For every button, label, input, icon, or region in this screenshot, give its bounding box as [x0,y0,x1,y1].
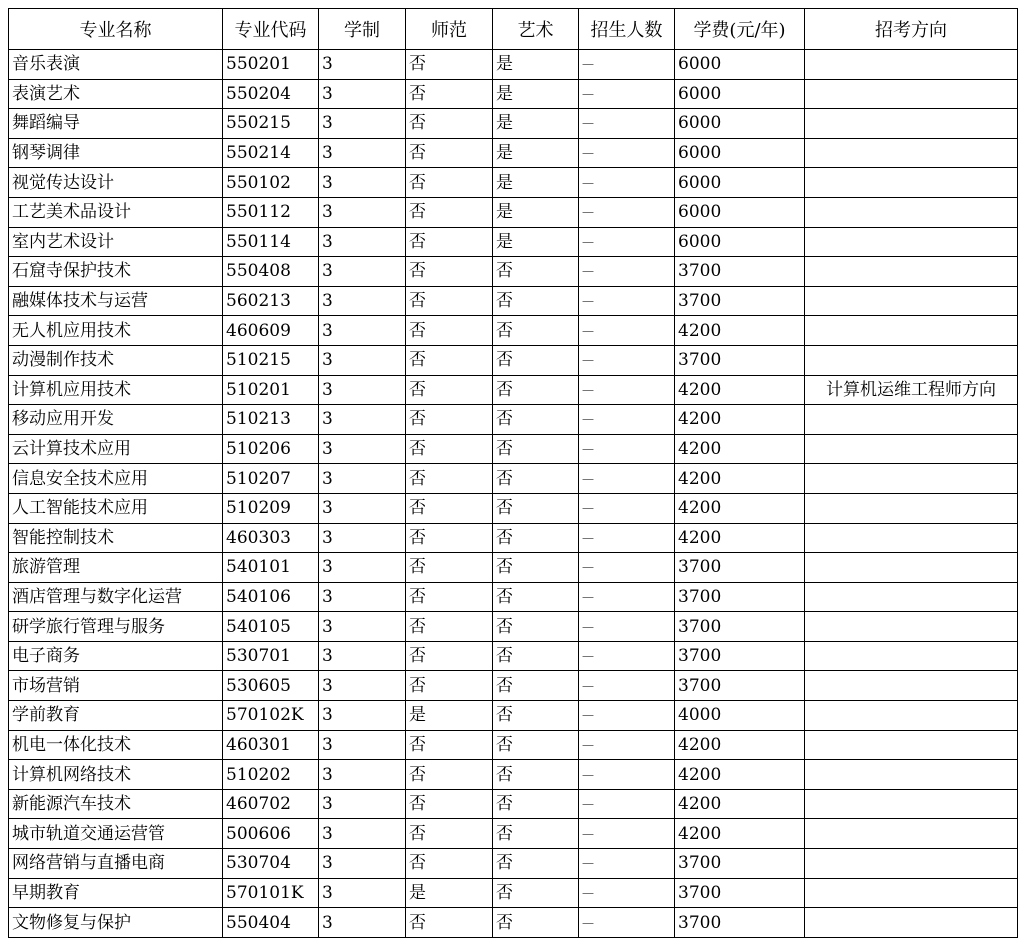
cell-enroll: — [579,582,675,612]
cell-fee: 4200 [675,819,805,849]
cell-name: 电子商务 [9,641,223,671]
cell-code: 510209 [223,493,319,523]
cell-direction [805,257,1018,287]
cell-art: 是 [493,50,579,80]
cell-direction [805,434,1018,464]
cell-art: 否 [493,730,579,760]
cell-normal: 否 [406,641,493,671]
cell-code: 540101 [223,553,319,583]
cell-name: 新能源汽车技术 [9,789,223,819]
cell-enroll: — [579,79,675,109]
cell-art: 否 [493,849,579,879]
table-row [9,138,1018,168]
cell-normal: 否 [406,79,493,109]
cell-normal: 否 [406,405,493,435]
cell-years: 3 [319,553,406,583]
cell-fee: 6000 [675,168,805,198]
table-row [9,701,1018,731]
cell-code: 550408 [223,257,319,287]
cell-years: 3 [319,375,406,405]
cell-name: 计算机网络技术 [9,760,223,790]
cell-code: 510207 [223,464,319,494]
cell-art: 否 [493,582,579,612]
cell-name: 音乐表演 [9,50,223,80]
cell-fee: 3700 [675,612,805,642]
cell-years: 3 [319,582,406,612]
cell-name: 钢琴调律 [9,138,223,168]
cell-code: 550215 [223,109,319,139]
header-art: 艺术 [493,9,579,50]
table-row [9,819,1018,849]
cell-code: 570101K [223,878,319,908]
cell-code: 550201 [223,50,319,80]
cell-enroll: — [579,375,675,405]
cell-normal: 否 [406,582,493,612]
cell-normal: 否 [406,789,493,819]
cell-normal: 否 [406,375,493,405]
header-name: 专业名称 [9,9,223,50]
cell-normal: 否 [406,316,493,346]
cell-normal: 否 [406,849,493,879]
majors-table [8,8,1018,938]
cell-years: 3 [319,345,406,375]
table-row [9,641,1018,671]
cell-enroll: — [579,168,675,198]
table-row [9,849,1018,879]
cell-direction [805,641,1018,671]
cell-enroll: — [579,908,675,938]
cell-enroll: — [579,493,675,523]
cell-art: 是 [493,79,579,109]
cell-art: 否 [493,464,579,494]
table-row [9,79,1018,109]
cell-code: 500606 [223,819,319,849]
cell-fee: 6000 [675,79,805,109]
cell-name: 学前教育 [9,701,223,731]
cell-enroll: — [579,671,675,701]
cell-years: 3 [319,760,406,790]
cell-name: 网络营销与直播电商 [9,849,223,879]
table-row [9,405,1018,435]
cell-enroll: — [579,789,675,819]
cell-name: 酒店管理与数字化运营 [9,582,223,612]
cell-years: 3 [319,464,406,494]
cell-fee: 3700 [675,878,805,908]
cell-years: 3 [319,730,406,760]
cell-normal: 否 [406,730,493,760]
cell-direction [805,286,1018,316]
cell-direction [805,138,1018,168]
cell-fee: 4200 [675,375,805,405]
cell-code: 510206 [223,434,319,464]
cell-years: 3 [319,434,406,464]
cell-code: 510215 [223,345,319,375]
cell-normal: 否 [406,523,493,553]
cell-code: 530701 [223,641,319,671]
cell-fee: 6000 [675,227,805,257]
cell-enroll: — [579,464,675,494]
cell-fee: 4200 [675,789,805,819]
cell-name: 市场营销 [9,671,223,701]
cell-enroll: — [579,641,675,671]
cell-enroll: — [579,553,675,583]
table-row [9,434,1018,464]
cell-direction [805,493,1018,523]
cell-normal: 否 [406,612,493,642]
cell-name: 表演艺术 [9,79,223,109]
cell-art: 否 [493,434,579,464]
cell-direction [805,612,1018,642]
cell-years: 3 [319,257,406,287]
table-body [9,50,1018,938]
cell-art: 否 [493,760,579,790]
cell-name: 室内艺术设计 [9,227,223,257]
cell-fee: 4200 [675,405,805,435]
cell-direction [805,553,1018,583]
header-row [9,9,1018,50]
cell-years: 3 [319,523,406,553]
cell-code: 530704 [223,849,319,879]
header-enroll: 招生人数 [579,9,675,50]
cell-direction [805,671,1018,701]
cell-code: 510213 [223,405,319,435]
cell-enroll: — [579,405,675,435]
cell-name: 智能控制技术 [9,523,223,553]
cell-art: 是 [493,197,579,227]
cell-direction [805,730,1018,760]
cell-fee: 3700 [675,671,805,701]
cell-normal: 否 [406,493,493,523]
cell-fee: 4200 [675,493,805,523]
cell-enroll: — [579,316,675,346]
cell-name: 无人机应用技术 [9,316,223,346]
cell-years: 3 [319,701,406,731]
cell-years: 3 [319,138,406,168]
table-row [9,197,1018,227]
cell-code: 530605 [223,671,319,701]
cell-years: 3 [319,197,406,227]
cell-name: 早期教育 [9,878,223,908]
cell-normal: 是 [406,878,493,908]
cell-art: 否 [493,612,579,642]
cell-fee: 3700 [675,908,805,938]
cell-direction [805,789,1018,819]
cell-art: 否 [493,375,579,405]
cell-fee: 3700 [675,257,805,287]
cell-art: 否 [493,671,579,701]
cell-code: 560213 [223,286,319,316]
table-row [9,908,1018,938]
table-row [9,109,1018,139]
cell-name: 研学旅行管理与服务 [9,612,223,642]
cell-code: 460303 [223,523,319,553]
cell-direction [805,849,1018,879]
cell-enroll: — [579,197,675,227]
cell-direction [805,908,1018,938]
cell-name: 文物修复与保护 [9,908,223,938]
cell-direction [805,878,1018,908]
cell-enroll: — [579,227,675,257]
cell-enroll: — [579,434,675,464]
cell-years: 3 [319,908,406,938]
cell-fee: 6000 [675,138,805,168]
cell-code: 510202 [223,760,319,790]
cell-direction [805,464,1018,494]
cell-fee: 3700 [675,286,805,316]
cell-normal: 否 [406,197,493,227]
table-row [9,553,1018,583]
cell-fee: 4200 [675,464,805,494]
table-row [9,168,1018,198]
cell-enroll: — [579,286,675,316]
table-row [9,464,1018,494]
table-row [9,760,1018,790]
cell-years: 3 [319,79,406,109]
cell-normal: 否 [406,464,493,494]
cell-code: 460609 [223,316,319,346]
header-direction: 招考方向 [805,9,1018,50]
cell-fee: 3700 [675,582,805,612]
cell-direction [805,760,1018,790]
cell-enroll: — [579,878,675,908]
cell-enroll: — [579,760,675,790]
cell-fee: 3700 [675,849,805,879]
table-row [9,375,1018,405]
cell-art: 否 [493,553,579,583]
cell-name: 信息安全技术应用 [9,464,223,494]
cell-code: 540105 [223,612,319,642]
cell-years: 3 [319,671,406,701]
cell-years: 3 [319,109,406,139]
cell-direction [805,50,1018,80]
cell-direction [805,227,1018,257]
cell-normal: 否 [406,345,493,375]
cell-normal: 否 [406,227,493,257]
cell-fee: 6000 [675,197,805,227]
cell-code: 550404 [223,908,319,938]
cell-normal: 否 [406,109,493,139]
cell-name: 舞蹈编导 [9,109,223,139]
cell-years: 3 [319,819,406,849]
cell-art: 否 [493,789,579,819]
cell-normal: 是 [406,701,493,731]
cell-years: 3 [319,789,406,819]
cell-code: 550204 [223,79,319,109]
cell-code: 540106 [223,582,319,612]
table-row [9,582,1018,612]
header-code: 专业代码 [223,9,319,50]
cell-art: 否 [493,878,579,908]
header-years: 学制 [319,9,406,50]
table-row [9,316,1018,346]
cell-code: 550114 [223,227,319,257]
cell-direction [805,168,1018,198]
cell-normal: 否 [406,553,493,583]
cell-direction [805,819,1018,849]
table-row [9,345,1018,375]
cell-art: 否 [493,523,579,553]
cell-enroll: — [579,138,675,168]
cell-direction [805,345,1018,375]
cell-direction [805,582,1018,612]
cell-direction [805,405,1018,435]
cell-name: 旅游管理 [9,553,223,583]
table-row [9,671,1018,701]
cell-fee: 6000 [675,109,805,139]
cell-years: 3 [319,641,406,671]
cell-years: 3 [319,612,406,642]
cell-normal: 否 [406,434,493,464]
cell-years: 3 [319,405,406,435]
cell-years: 3 [319,227,406,257]
cell-art: 否 [493,345,579,375]
cell-art: 否 [493,701,579,731]
cell-years: 3 [319,316,406,346]
cell-normal: 否 [406,819,493,849]
cell-direction [805,109,1018,139]
cell-fee: 4200 [675,730,805,760]
cell-years: 3 [319,286,406,316]
cell-name: 移动应用开发 [9,405,223,435]
cell-normal: 否 [406,760,493,790]
table-row [9,612,1018,642]
cell-art: 否 [493,286,579,316]
cell-enroll: — [579,730,675,760]
cell-code: 460301 [223,730,319,760]
cell-code: 460702 [223,789,319,819]
cell-art: 否 [493,257,579,287]
cell-name: 工艺美术品设计 [9,197,223,227]
cell-years: 3 [319,849,406,879]
cell-art: 否 [493,493,579,523]
cell-name: 机电一体化技术 [9,730,223,760]
cell-years: 3 [319,878,406,908]
cell-art: 否 [493,316,579,346]
cell-normal: 否 [406,138,493,168]
cell-enroll: — [579,819,675,849]
header-normal: 师范 [406,9,493,50]
cell-name: 云计算技术应用 [9,434,223,464]
cell-name: 融媒体技术与运营 [9,286,223,316]
cell-fee: 3700 [675,345,805,375]
cell-name: 计算机应用技术 [9,375,223,405]
table-row [9,286,1018,316]
cell-fee: 4200 [675,523,805,553]
cell-direction [805,523,1018,553]
table-row [9,257,1018,287]
cell-normal: 否 [406,671,493,701]
cell-art: 是 [493,138,579,168]
cell-normal: 否 [406,908,493,938]
table-row [9,523,1018,553]
cell-normal: 否 [406,257,493,287]
cell-enroll: — [579,849,675,879]
cell-direction [805,79,1018,109]
cell-years: 3 [319,493,406,523]
cell-fee: 4200 [675,316,805,346]
cell-fee: 4200 [675,434,805,464]
cell-years: 3 [319,168,406,198]
cell-name: 石窟寺保护技术 [9,257,223,287]
table-row [9,730,1018,760]
header-fee: 学费(元/年) [675,9,805,50]
cell-fee: 4200 [675,760,805,790]
cell-enroll: — [579,109,675,139]
table-row [9,50,1018,80]
cell-enroll: — [579,50,675,80]
cell-code: 550214 [223,138,319,168]
cell-code: 550102 [223,168,319,198]
cell-name: 视觉传达设计 [9,168,223,198]
cell-code: 550112 [223,197,319,227]
cell-direction [805,316,1018,346]
cell-art: 是 [493,227,579,257]
cell-fee: 3700 [675,553,805,583]
cell-name: 人工智能技术应用 [9,493,223,523]
cell-enroll: — [579,701,675,731]
cell-art: 是 [493,109,579,139]
cell-fee: 4000 [675,701,805,731]
table-row [9,789,1018,819]
cell-direction [805,701,1018,731]
table-row [9,227,1018,257]
cell-enroll: — [579,523,675,553]
cell-enroll: — [579,345,675,375]
cell-code: 510201 [223,375,319,405]
cell-direction [805,197,1018,227]
cell-name: 城市轨道交通运营管 [9,819,223,849]
cell-normal: 否 [406,168,493,198]
cell-art: 否 [493,819,579,849]
cell-normal: 否 [406,286,493,316]
cell-fee: 3700 [675,641,805,671]
cell-normal: 否 [406,50,493,80]
cell-enroll: — [579,612,675,642]
cell-art: 否 [493,405,579,435]
cell-art: 否 [493,641,579,671]
cell-fee: 6000 [675,50,805,80]
cell-art: 是 [493,168,579,198]
cell-enroll: — [579,257,675,287]
cell-name: 动漫制作技术 [9,345,223,375]
table-row [9,878,1018,908]
cell-art: 否 [493,908,579,938]
cell-code: 570102K [223,701,319,731]
cell-direction: 计算机运维工程师方向 [805,375,1018,405]
table-row [9,493,1018,523]
cell-years: 3 [319,50,406,80]
